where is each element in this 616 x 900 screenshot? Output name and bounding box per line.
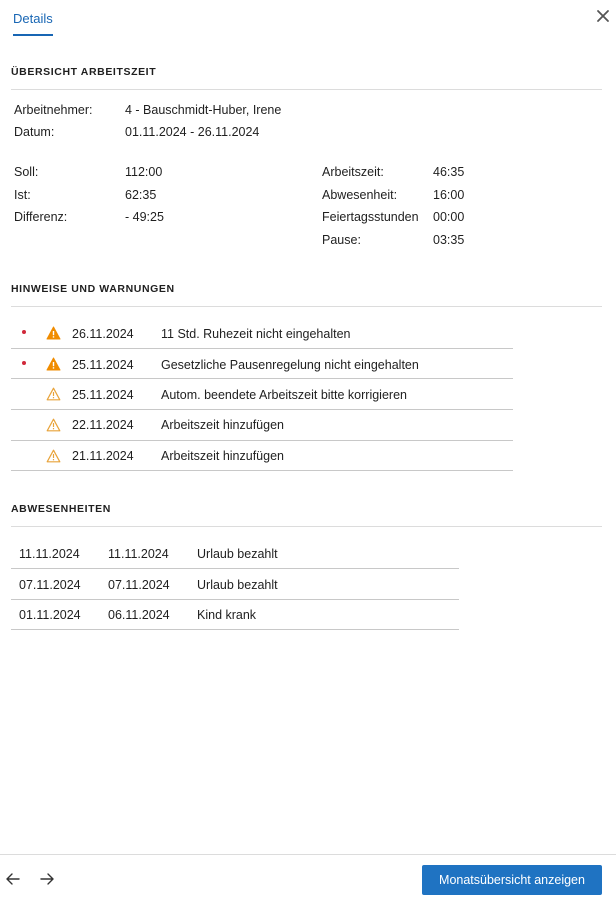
row-divider: [11, 470, 513, 471]
warning-outline-icon: [46, 387, 61, 401]
warning-text: Arbeitszeit hinzufügen: [161, 449, 284, 463]
absence-time-label: Abwesenheit:: [322, 188, 398, 202]
target-hours-value: 112:00: [125, 165, 163, 179]
absence-to: 07.11.2024: [108, 578, 170, 592]
holiday-hours-label: Feiertagsstunden: [322, 210, 419, 224]
target-hours-label: Soll:: [14, 165, 39, 179]
date-value: 01.11.2024 - 26.11.2024: [125, 125, 260, 139]
row-divider: [11, 599, 459, 600]
warning-outline-icon: [46, 418, 61, 432]
tab-details[interactable]: Details: [13, 11, 53, 26]
warning-date: 25.11.2024: [72, 358, 134, 372]
overview-divider: [11, 89, 602, 90]
absence-to: 11.11.2024: [108, 547, 169, 561]
warning-text: Autom. beendete Arbeitszeit bitte korrigieren: [161, 388, 407, 402]
warning-filled-icon: [46, 326, 61, 340]
unread-dot: [22, 330, 26, 334]
overview-section-title: ÜBERSICHT ARBEITSZEIT: [11, 66, 157, 78]
difference-label: Differenz:: [14, 210, 68, 224]
unread-dot: [22, 361, 26, 365]
warning-date: 26.11.2024: [72, 327, 134, 341]
warning-outline-icon: [46, 449, 61, 463]
row-divider: [11, 348, 513, 349]
holiday-hours-value: 00:00: [433, 210, 465, 224]
warning-date: 22.11.2024: [72, 418, 134, 432]
employee-label: Arbeitnehmer:: [14, 103, 93, 117]
absences-divider: [11, 526, 602, 527]
absence-type: Kind krank: [197, 608, 257, 622]
warning-text: Arbeitszeit hinzufügen: [161, 418, 284, 432]
warnings-section-title: HINWEISE UND WARNUNGEN: [11, 283, 175, 295]
break-value: 03:35: [433, 233, 465, 247]
row-divider: [11, 378, 513, 379]
actual-hours-value: 62:35: [125, 188, 157, 202]
warning-date: 21.11.2024: [72, 449, 134, 463]
absence-from: 07.11.2024: [19, 578, 81, 592]
working-time-label: Arbeitszeit:: [322, 165, 384, 179]
footer-divider: [0, 854, 616, 855]
row-divider: [11, 440, 513, 441]
warning-text: 11 Std. Ruhezeit nicht eingehalten: [161, 327, 351, 341]
warning-date: 25.11.2024: [72, 388, 134, 402]
row-divider: [11, 409, 513, 410]
row-divider: [11, 568, 459, 569]
working-time-value: 46:35: [433, 165, 465, 179]
close-icon[interactable]: [596, 9, 610, 23]
absence-type: Urlaub bezahlt: [197, 578, 278, 592]
warnings-divider: [11, 306, 602, 307]
absence-to: 06.11.2024: [108, 608, 170, 622]
row-divider: [11, 629, 459, 630]
tab-active-indicator: [13, 34, 53, 36]
monthly-overview-button[interactable]: Monatsübersicht anzeigen: [422, 865, 602, 895]
arrow-right-icon[interactable]: [39, 871, 55, 887]
absence-time-value: 16:00: [433, 188, 465, 202]
absence-type: Urlaub bezahlt: [197, 547, 278, 561]
actual-hours-label: Ist:: [14, 188, 31, 202]
absences-section-title: ABWESENHEITEN: [11, 503, 111, 515]
tab-bar: [0, 0, 616, 36]
arrow-left-icon[interactable]: [5, 871, 21, 887]
difference-value: - 49:25: [125, 210, 164, 224]
break-label: Pause:: [322, 233, 361, 247]
absence-from: 01.11.2024: [19, 608, 81, 622]
employee-value: 4 - Bauschmidt-Huber, Irene: [125, 103, 282, 117]
date-label: Datum:: [14, 125, 55, 139]
absence-from: 11.11.2024: [19, 547, 80, 561]
warning-text: Gesetzliche Pausenregelung nicht eingehalten: [161, 358, 419, 372]
warning-filled-icon: [46, 357, 61, 371]
